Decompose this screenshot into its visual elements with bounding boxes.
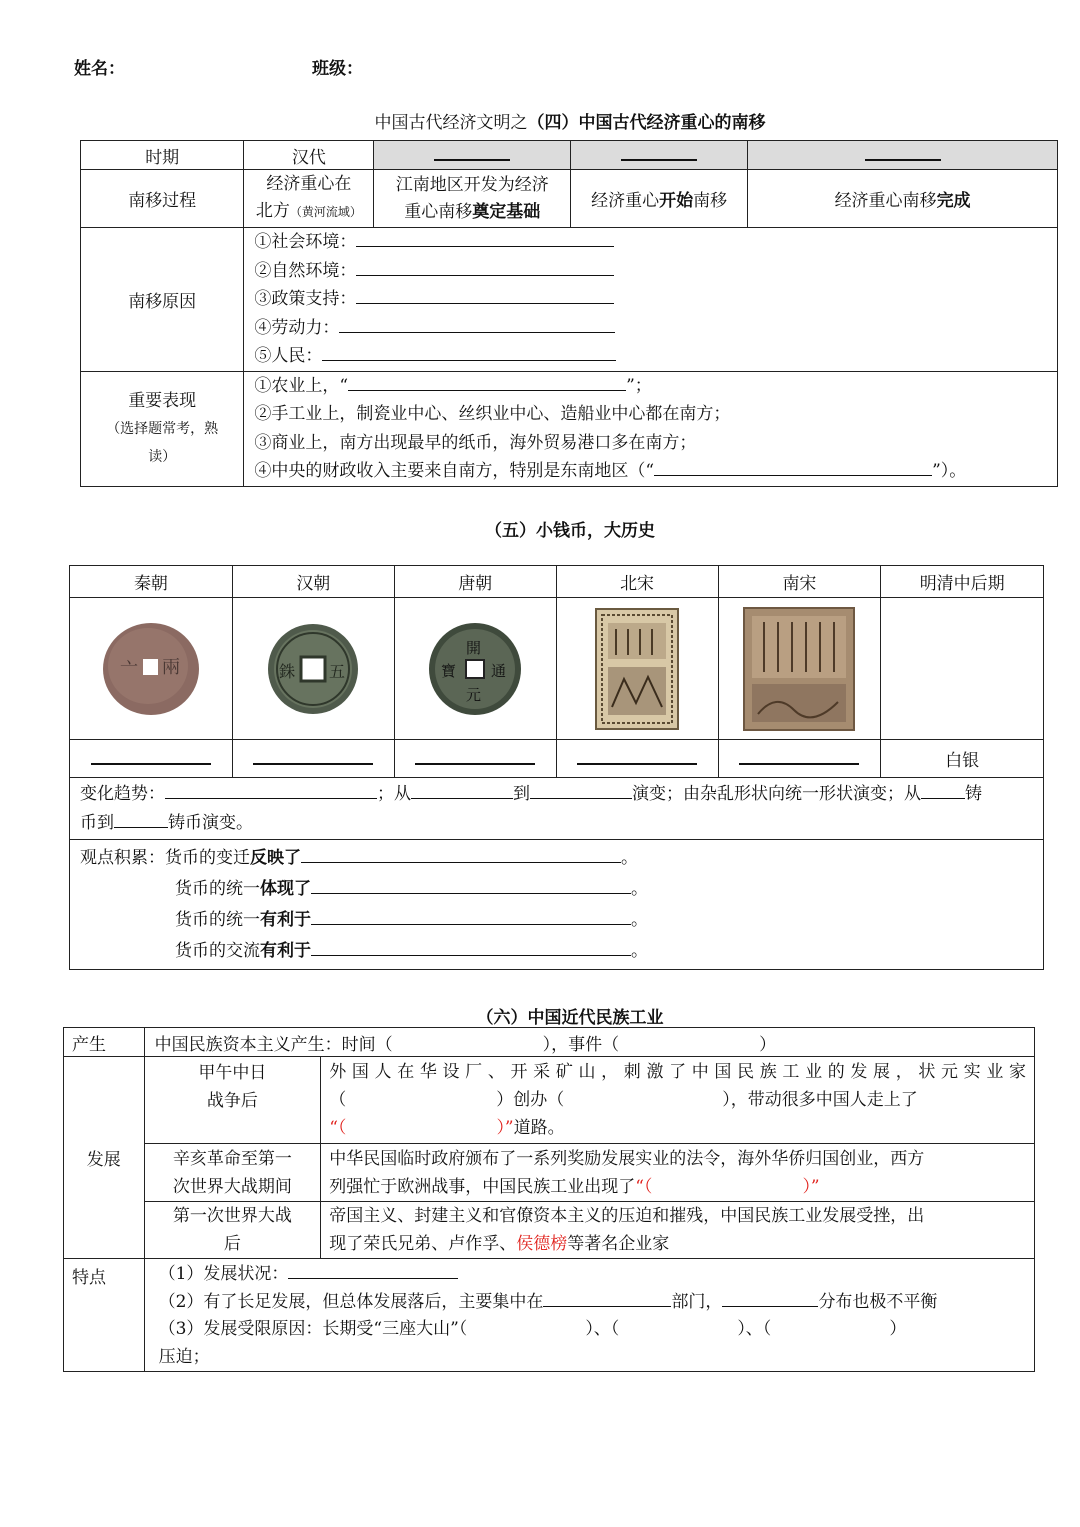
origin-cell: 中国民族资本主义产生：时间（ ），事件（ ） (144, 1028, 1034, 1057)
period-blank-2[interactable] (571, 141, 748, 170)
dev3-period: 第一次世界大战 后 (144, 1202, 321, 1259)
svg-text:五: 五 (329, 661, 346, 681)
answer-silver: 白银 (881, 740, 1044, 778)
reason-item: ④劳动力： (244, 314, 1057, 343)
answer-blank-qin[interactable] (70, 740, 233, 778)
dev2-content: 中华民国临时政府颁布了一系列奖励发展实业的法令，海外华侨归国创业，西方 列强忙于欧洲战事，中国民族工业出现了“（ ）” (321, 1144, 1035, 1202)
class-label: 班级： (312, 59, 363, 79)
answer-blank-northern-song[interactable] (556, 740, 718, 778)
section6-title: （六）中国近代民族工业 (476, 1008, 664, 1028)
huizi-paper-money-icon (742, 606, 856, 732)
dev2-period: 辛亥革命至第一 次世界大战期间 (144, 1144, 321, 1202)
section5-title: （五）小钱币，大历史 (485, 521, 655, 541)
process-complete: 经济重心南移完成 (748, 170, 1058, 228)
currency-table (69, 565, 1044, 970)
period-han: 汉代 (244, 141, 374, 170)
period-label: 时期 (81, 141, 244, 170)
trend-cell: 变化趋势： ；从 到 演变；由杂乱形状向统一形状演变；从 铸 币到 铸币演变。 (70, 778, 1044, 840)
dev1-content: 外国人在华设厂、开采矿山，刺激了中国民族工业的发展，状元实业家 （ ）创办（ ），带动很多中国人走上了 “（ ）”道路。 (321, 1057, 1035, 1144)
svg-text:通: 通 (491, 661, 507, 680)
svg-text:開: 開 (466, 638, 482, 657)
dynasty-han: 汉朝 (232, 566, 394, 598)
reason-item: ①社会环境： (244, 228, 1057, 257)
period-blank-1[interactable] (374, 141, 571, 170)
svg-text:銖: 銖 (279, 661, 296, 681)
features-label: 特点 (64, 1259, 145, 1372)
reason-item: ③政策支持： (244, 285, 1057, 314)
economic-center-table (80, 140, 1058, 487)
views-cell: 观点积累：货币的变迁反映了 。 货币的统一体现了 。 货币的统一有利于 。 货币的交流有利于 。 (70, 840, 1044, 970)
wu-zhu-coin-icon (265, 621, 361, 717)
reasons-label: 南移原因 (81, 228, 244, 372)
national-industry-table (63, 1027, 1035, 1372)
ban-liang-coin-icon (98, 619, 204, 719)
svg-text:元: 元 (466, 685, 482, 704)
svg-text:亠: 亠 (119, 658, 138, 680)
reason-item: ②自然环境： (244, 257, 1057, 286)
dynasty-tang: 唐朝 (394, 566, 556, 598)
dynasty-northern-song: 北宋 (556, 566, 718, 598)
performance-list: ①农业上，“ ”； ②手工业上，制瓷业中心、丝织业中心、造船业中心都在南方； ③商业上，南方出现最早的纸币，海外贸易港口多在南方； ④中央的财政收入主要来自南方，特别是东南地区（“ ”）。 (244, 371, 1058, 486)
process-start: 经济重心开始南移 (571, 170, 748, 228)
name-label: 姓名： (74, 59, 125, 79)
dev1-period: 甲午中日 战争后 (144, 1057, 321, 1144)
origin-label: 产生 (64, 1028, 145, 1057)
dynasty-qin: 秦朝 (70, 566, 233, 598)
dynasty-ming-qing: 明清中后期 (881, 566, 1044, 598)
svg-text:寶: 寶 (441, 661, 457, 680)
features-cell: （1）发展状况： （2）有了长足发展，但总体发展落后，主要集中在 部门， 分布也极不平衡 （3）发展受限原因：长期受“三座大山”（ ）、（ ）、（ ） 压迫； (144, 1259, 1034, 1372)
section4-title: 中国古代经济文明之（四）中国古代经济重心的南移 (374, 113, 766, 133)
process-han: 经济重心在 北方（黄河流域） (244, 170, 374, 228)
process-label: 南移过程 (81, 170, 244, 228)
reason-item: ⑤人民： (244, 342, 1057, 371)
svg-text:兩: 兩 (161, 656, 180, 678)
reasons-list (244, 228, 1058, 372)
jiaozi-paper-money-icon (594, 607, 680, 731)
development-label: 发展 (64, 1057, 145, 1259)
dynasty-southern-song: 南宋 (718, 566, 881, 598)
period-blank-3[interactable] (748, 141, 1058, 170)
kai-yuan-coin-icon (426, 620, 524, 718)
answer-blank-tang[interactable] (394, 740, 556, 778)
process-foundation: 江南地区开发为经济 重心南移奠定基础 (374, 170, 571, 228)
performance-label-cell: 重要表现 （选择题常考，熟 读） (81, 371, 244, 486)
dev3-content: 帝国主义、封建主义和官僚资本主义的压迫和摧残，中国民族工业发展受挫，出 现了荣氏兄弟、卢作孚、侯德榜等著名企业家 (321, 1202, 1035, 1259)
answer-blank-southern-song[interactable] (718, 740, 881, 778)
answer-blank-han[interactable] (232, 740, 394, 778)
